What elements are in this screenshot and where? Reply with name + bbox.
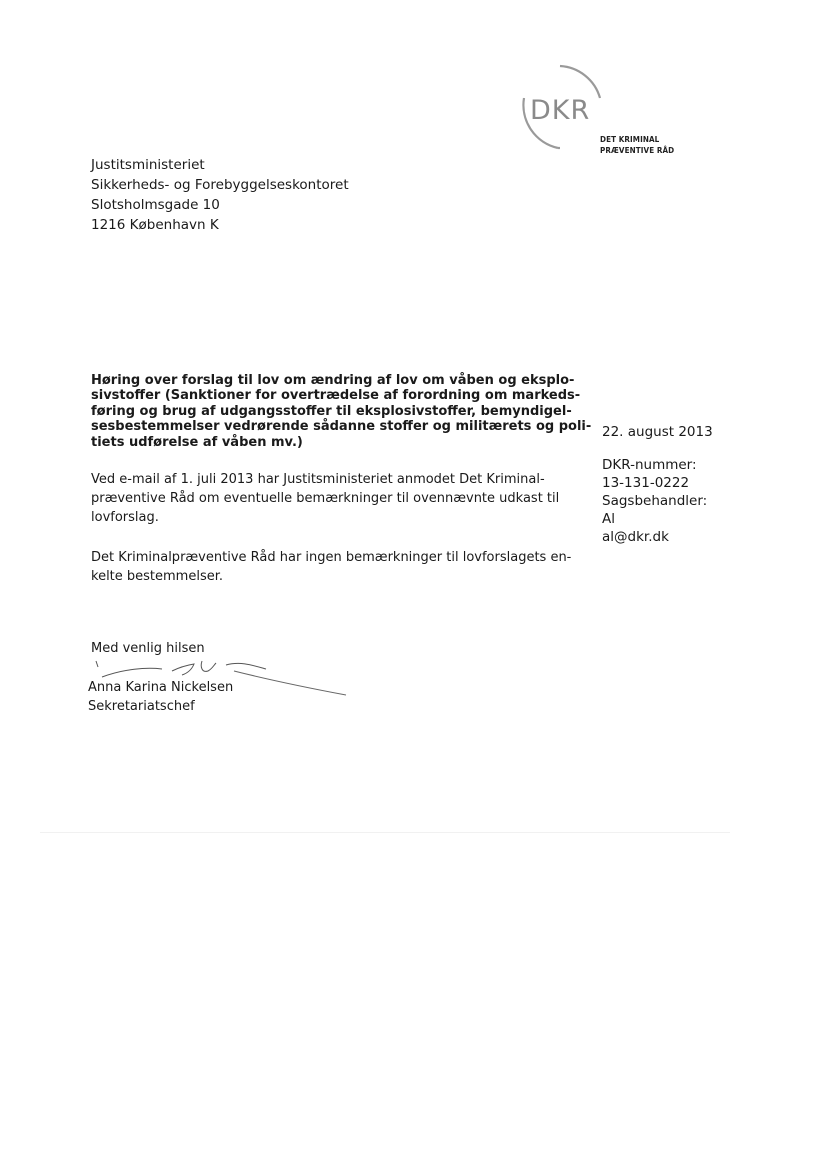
paragraph-line: præventive Råd om eventuelle bemærkninger til ovennævnte udkast til (91, 491, 560, 506)
subject-line: sivstoffer (Sanktioner for overtrædelse af forordning om markeds- (91, 388, 581, 404)
reference-number: 13-131-0222 (602, 475, 690, 491)
closing-greeting: Med venlig hilsen (91, 641, 205, 656)
recipient-name: Justitsministeriet (91, 157, 205, 173)
subject-heading (91, 373, 596, 450)
letter-date: 22. august 2013 (602, 424, 713, 440)
paragraph-line: Ved e-mail af 1. juli 2013 har Justitsministeriet anmodet Det Kriminal- (91, 472, 545, 487)
subject-line: sesbestemmelser vedrørende sådanne stoffer og militærets og poli- (91, 419, 592, 435)
subject-line: føring og brug af udgangsstoffer til eksplosivstoffer, bemyndigel- (91, 403, 572, 419)
recipient-address (91, 155, 349, 235)
reference-label: DKR-nummer: (602, 457, 697, 473)
body-paragraph-1 (91, 470, 559, 527)
paragraph-line: lovforslag. (91, 510, 159, 525)
recipient-department: Sikkerheds- og Forebyggelseskontoret (91, 177, 349, 193)
case-handler-initials: Al (602, 511, 615, 527)
case-handler-label: Sagsbehandler: (602, 493, 708, 509)
signer-block (88, 678, 233, 716)
signer-name: Anna Karina Nickelsen (88, 680, 234, 695)
dkr-logo (510, 62, 675, 162)
case-handler-email: al@dkr.dk (602, 529, 669, 545)
logo-abbreviation: DKR (530, 95, 591, 126)
body-paragraph-2 (91, 548, 571, 586)
logo-line-2: PRÆVENTIVE RÅD (600, 146, 675, 155)
recipient-city: 1216 København K (91, 217, 219, 233)
paragraph-line: Det Kriminalpræventive Råd har ingen bemærkninger til lovforslagets en- (91, 550, 572, 565)
logo-line-1: DET KRIMINAL (600, 135, 660, 144)
paragraph-line: kelte bestemmelser. (91, 569, 224, 584)
recipient-street: Slotsholmsgade 10 (91, 197, 220, 213)
signer-title: Sekretariatschef (88, 699, 195, 714)
page-fold-line (40, 832, 730, 833)
subject-line: Høring over forslag til lov om ændring af lov om våben og eksplo- (91, 373, 575, 388)
reference-block (602, 423, 713, 546)
subject-line: tiets udførelse af våben mv.) (91, 434, 303, 450)
